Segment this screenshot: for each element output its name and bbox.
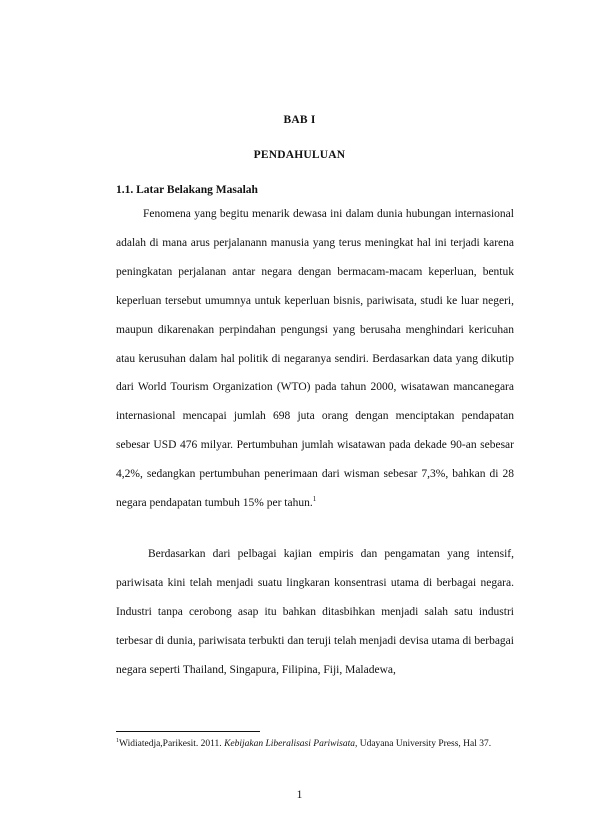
footnote bbox=[116, 738, 514, 751]
footnote-marker: 1 bbox=[116, 738, 119, 744]
footnote-divider bbox=[116, 731, 260, 732]
footnote-reference[interactable]: 1 bbox=[312, 495, 317, 504]
body-paragraph bbox=[116, 200, 514, 518]
footnote-author-year: Widiatedja,Parikesit. 2011. bbox=[119, 739, 225, 749]
chapter-number: BAB I bbox=[283, 114, 316, 126]
page-number: 1 bbox=[296, 789, 303, 801]
footnote-publisher: , Udayana University Press, Hal 37. bbox=[354, 739, 492, 749]
paragraph-text: Fenomena yang begitu menarik dewasa ini dalam dunia hubungan internasional adalah di mana arus perjalanann manusia yang terus meningkat hal ini terjadi karena peningkatan perjalanan antar negara dengan bermacam-macam keperluan, bentuk keperluan tersebut umumnya untuk keperluan bisnis, pariwisata, studi ke luar negeri, maupun dikarenakan perpindahan pengungsi yang berusaha menghindari kericuhan atau kerusuhan dalam hal politik di negaranya sendiri. Berdasarkan data yang dikutip dari World Tourism Organization (WTO) pada tahun 2000, wisatawan mancanegara internasional mencapai jumlah 698 juta orang dengan menciptakan pendapatan sebesar USD 476 milyar. Pertumbuhan jumlah wisatawan pada dekade 90-an sebesar 4,2%, sedangkan pertumbuhan penerimaan dari wisman sebesar 7,3%, bahkan di 28 negara pendapatan tumbuh 15% per tahun. bbox=[116, 208, 514, 510]
section-heading: 1.1. Latar Belakang Masalah bbox=[116, 184, 258, 196]
chapter-title: PENDAHULUAN bbox=[253, 149, 346, 161]
paragraph-text: Berdasarkan dari pelbagai kajian empiris dan pengamatan yang intensif, pariwisata kini telah menjadi suatu lingkaran konsentrasi utama di berbagai negara. Industri tanpa cerobong asap itu bahkan ditasbihkan menjadi salah satu industri terbesar di dunia, pariwisata terbukti dan teruji telah menjadi devisa utama di berbagai negara seperti Thailand, Singapura, Filipina, Fiji, Maladewa, bbox=[116, 548, 514, 676]
footnote-book-title: Kebijakan Liberalisasi Pariwisata bbox=[224, 739, 355, 749]
body-paragraph bbox=[116, 540, 514, 685]
